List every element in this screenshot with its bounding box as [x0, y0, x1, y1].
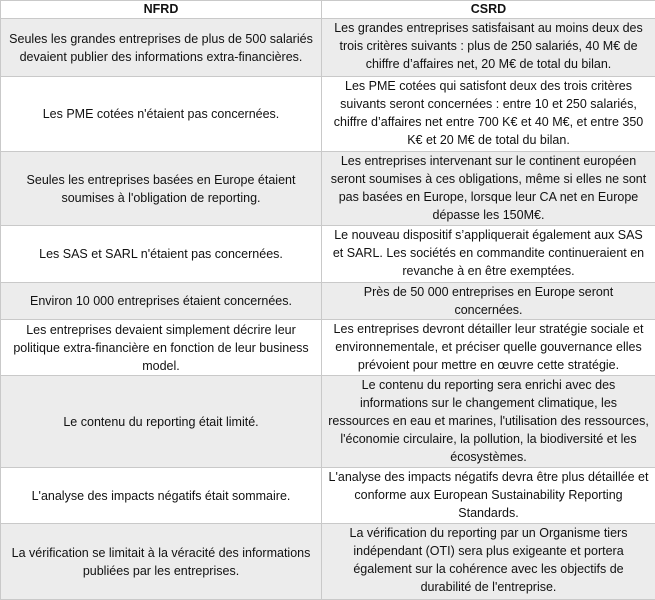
header-nfrd: NFRD — [1, 1, 322, 19]
csrd-cell: Près de 50 000 entreprises en Europe seront concernées. — [322, 283, 655, 320]
header-csrd: CSRD — [322, 1, 655, 19]
nfrd-cell: Seules les grandes entreprises de plus de 500 salariés devaient publier des informations extra-financières. — [1, 19, 322, 77]
csrd-cell: Les entreprises devront détailler leur stratégie sociale et environnementale, et préciser quelle gouvernance elles prévoient pour mettre en œuvre cette stratégie. — [322, 320, 655, 376]
csrd-cell: Les entreprises intervenant sur le continent européen seront soumises à ces obligations, même si elles ne sont pas basées en Europe, lorsque leur CA net en Europe dépasse les 150M€. — [322, 152, 655, 226]
nfrd-cell: Les SAS et SARL n'étaient pas concernées. — [1, 226, 322, 283]
csrd-cell: Les grandes entreprises satisfaisant au moins deux des trois critères suivants : plus de 250 salariés, 40 M€ de chiffre d’affaires net, 20 M€ de total du bilan. — [322, 19, 655, 77]
table-row — [1, 283, 655, 320]
table-row — [1, 19, 655, 77]
table-row — [1, 376, 655, 468]
table-row — [1, 320, 655, 376]
csrd-cell: Le contenu du reporting sera enrichi avec des informations sur le changement climatique, les ressources en eau et marines, l'utilisation des ressources, l'économie circulaire, la pollution, la biodiversité et les écosystèmes. — [322, 376, 655, 468]
nfrd-cell: Environ 10 000 entreprises étaient concernées. — [1, 283, 322, 320]
table-row — [1, 524, 655, 600]
csrd-cell: L'analyse des impacts négatifs devra être plus détaillée et conforme aux European Sustainability Reporting Standards. — [322, 468, 655, 524]
nfrd-cell: L'analyse des impacts négatifs était sommaire. — [1, 468, 322, 524]
table-row — [1, 152, 655, 226]
csrd-cell: Les PME cotées qui satisfont deux des trois critères suivants seront concernées : entre 10 et 250 salariés, chiffre d’affaires net entre 700 K€ et 40 M€, et entre 350 K€ et 20 M€ de total du bilan. — [322, 77, 655, 152]
table-row — [1, 226, 655, 283]
nfrd-cell: Les PME cotées n'étaient pas concernées. — [1, 77, 322, 152]
nfrd-cell: Le contenu du reporting était limité. — [1, 376, 322, 468]
nfrd-cell: La vérification se limitait à la véracité des informations publiées par les entreprises. — [1, 524, 322, 600]
csrd-cell: Le nouveau dispositif s’appliquerait également aux SAS et SARL. Les sociétés en commandite continueraient en revanche à en être exemptées. — [322, 226, 655, 283]
csrd-cell: La vérification du reporting par un Organisme tiers indépendant (OTI) sera plus exigeante et portera également sur la cohérence avec les objectifs de durabilité de l'entreprise. — [322, 524, 655, 600]
nfrd-cell: Les entreprises devaient simplement décrire leur politique extra-financière en fonction de leur business model. — [1, 320, 322, 376]
table-row — [1, 468, 655, 524]
nfrd-cell: Seules les entreprises basées en Europe étaient soumises à l'obligation de reporting. — [1, 152, 322, 226]
table-row — [1, 77, 655, 152]
header-row — [1, 1, 655, 19]
